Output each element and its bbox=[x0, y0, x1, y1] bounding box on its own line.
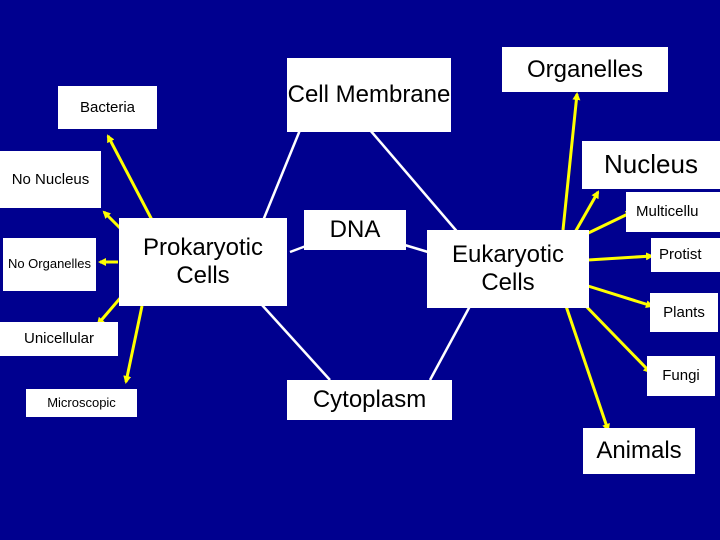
node-bacteria: Bacteria bbox=[58, 86, 157, 129]
node-cytoplasm: Cytoplasm bbox=[287, 380, 452, 420]
node-nucleus: Nucleus bbox=[582, 141, 720, 189]
node-multicellular: Multicellu bbox=[626, 192, 720, 232]
line-cytoplasm-eukaryotic bbox=[430, 306, 470, 380]
node-dna: DNA bbox=[304, 210, 406, 250]
node-eukaryotic-cells: Eukaryotic Cells bbox=[427, 230, 589, 308]
node-no-organelles: No Organelles bbox=[3, 238, 96, 291]
line-membrane-prokaryotic bbox=[260, 130, 300, 228]
node-protist: Protist bbox=[651, 238, 720, 272]
node-cell-membrane: Cell Membrane bbox=[287, 58, 451, 132]
node-fungi: Fungi bbox=[647, 356, 715, 396]
arrow-to-organelles bbox=[563, 94, 577, 230]
arrow-to-animals bbox=[566, 306, 608, 430]
arrow-to-fungi bbox=[580, 300, 650, 372]
node-microscopic: Microscopic bbox=[26, 389, 137, 417]
arrow-to-protist bbox=[588, 256, 652, 260]
node-plants: Plants bbox=[650, 293, 718, 332]
node-unicellular: Unicellular bbox=[0, 322, 118, 356]
node-no-nucleus: No Nucleus bbox=[0, 151, 101, 208]
arrow-to-bacteria bbox=[108, 136, 152, 220]
arrow-to-nucleus bbox=[574, 192, 598, 234]
node-prokaryotic-cells: Prokaryotic Cells bbox=[119, 218, 287, 306]
node-organelles: Organelles bbox=[502, 47, 668, 92]
node-animals: Animals bbox=[583, 428, 695, 474]
arrow-to-plants bbox=[588, 286, 652, 306]
line-cytoplasm-prokaryotic bbox=[262, 305, 330, 380]
arrow-to-microscopic bbox=[126, 306, 142, 382]
